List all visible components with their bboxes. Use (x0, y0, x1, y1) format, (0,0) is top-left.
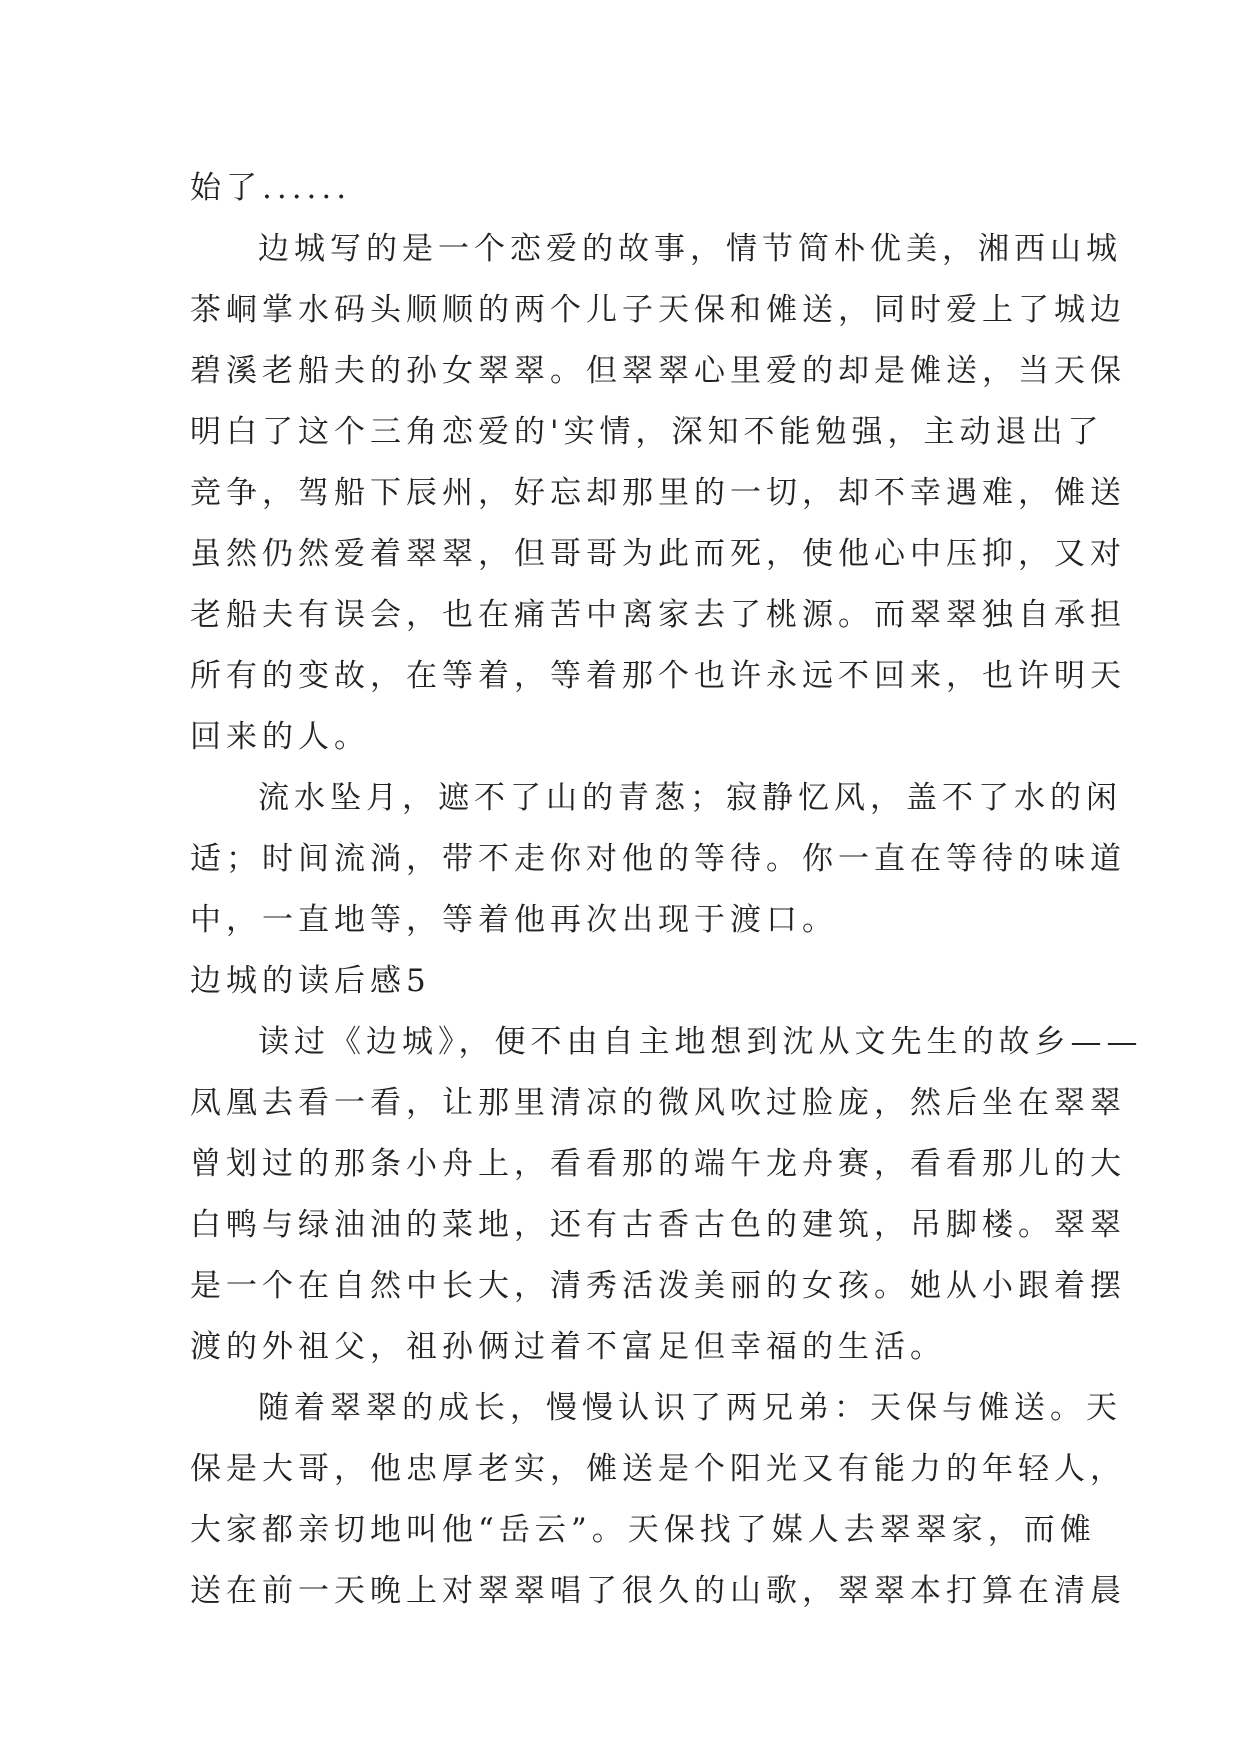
paragraph-line: 凤凰去看一看，让那里清凉的微风吹过脸庞，然后坐在翠翠 (190, 1085, 1126, 1121)
paragraph-line: 送在前一天晚上对翠翠唱了很久的山歌，翠翠本打算在清晨 (190, 1573, 1126, 1609)
paragraph-line: 明白了这个三角恋爱的'实情，深知不能勉强，主动退出了 (190, 414, 1104, 450)
paragraph-line: 碧溪老船夫的孙女翠翠。但翠翠心里爱的却是傩送，当天保 (190, 353, 1126, 389)
paragraph-line: 适；时间流淌，带不走你对他的等待。你一直在等待的味道 (190, 841, 1126, 877)
paragraph-line: 回来的人。 (190, 719, 370, 755)
paragraph-line: 茶峒掌水码头顺顺的两个儿子天保和傩送，同时爱上了城边 (190, 292, 1126, 328)
paragraph-line: 大家都亲切地叫他“岳云”。天保找了媒人去翠翠家，而傩 (190, 1512, 1096, 1548)
paragraph-line: 读过《边城》，便不由自主地想到沈从文先生的故乡—— (258, 1024, 1143, 1060)
document-body (190, 158, 1143, 1622)
paragraph-line: 流水坠月，遮不了山的青葱；寂静忆风，盖不了水的闲 (258, 780, 1122, 816)
paragraph-line: 竞争，驾船下辰州，好忘却那里的一切，却不幸遇难，傩送 (190, 475, 1126, 511)
paragraph-line: 曾划过的那条小舟上，看看那的端午龙舟赛，看看那儿的大 (190, 1146, 1126, 1182)
paragraph-line: 边城写的是一个恋爱的故事，情节简朴优美，湘西山城 (258, 231, 1122, 267)
paragraph-line: 是一个在自然中长大，清秀活泼美丽的女孩。她从小跟着摆 (190, 1268, 1126, 1304)
paragraph-line: 虽然仍然爱着翠翠，但哥哥为此而死，使他心中压抑，又对 (190, 536, 1126, 572)
paragraph-line: 中，一直地等，等着他再次出现于渡口。 (190, 902, 838, 938)
section-heading: 边城的读后感5 (190, 963, 431, 999)
paragraph-line: 所有的变故，在等着，等着那个也许永远不回来，也许明天 (190, 658, 1126, 694)
paragraph-line: 保是大哥，他忠厚老实，傩送是个阳光又有能力的年轻人， (190, 1451, 1126, 1487)
paragraph-line: 随着翠翠的成长，慢慢认识了两兄弟：天保与傩送。天 (258, 1390, 1122, 1426)
paragraph-line: 老船夫有误会，也在痛苦中离家去了桃源。而翠翠独自承担 (190, 597, 1126, 633)
paragraph-line: 白鸭与绿油油的菜地，还有古香古色的建筑，吊脚楼。翠翠 (190, 1207, 1126, 1243)
paragraph-line: 始了...... (190, 170, 352, 206)
paragraph-line: 渡的外祖父，祖孙俩过着不富足但幸福的生活。 (190, 1329, 946, 1365)
